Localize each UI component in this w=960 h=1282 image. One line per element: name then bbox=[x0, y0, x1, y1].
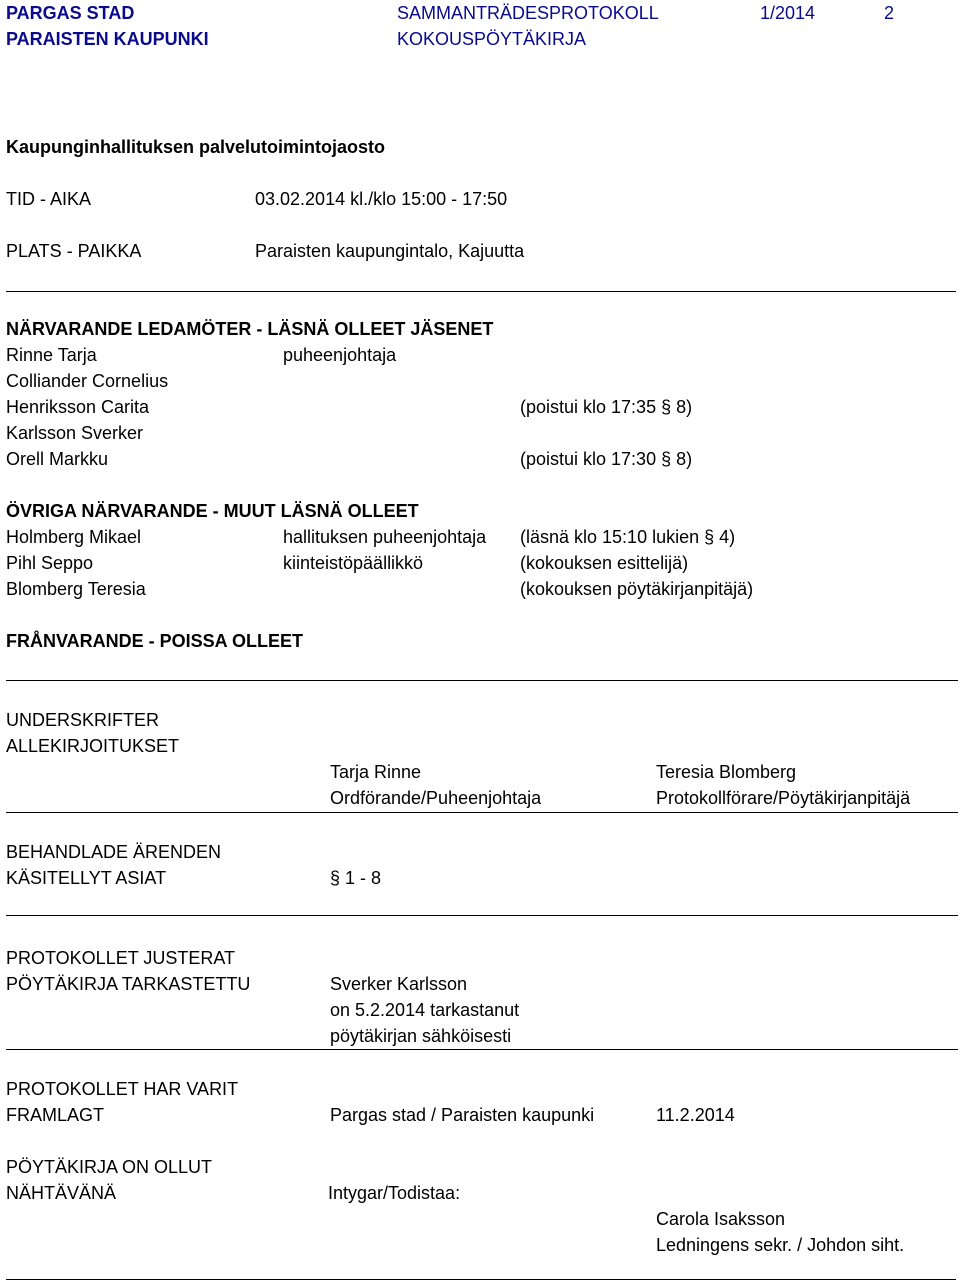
signatures-label-fi: ALLEKIRJOITUKSET bbox=[6, 736, 180, 756]
secretary-name: Teresia Blomberg bbox=[656, 762, 797, 782]
checker-name: Sverker Karlsson bbox=[330, 974, 468, 994]
secretary-title: Protokollförare/Pöytäkirjanpitäjä bbox=[656, 788, 911, 808]
member-note: (poistui klo 17:30 § 8) bbox=[520, 449, 693, 469]
doc-type-sv: SAMMANTRÄDESPROTOKOLL bbox=[397, 3, 659, 23]
matters-label-sv: BEHANDLADE ÄRENDEN bbox=[6, 842, 222, 862]
org-name-fi: PARAISTEN KAUPUNKI bbox=[6, 29, 209, 49]
divider bbox=[6, 1279, 956, 1280]
page-number: 2 bbox=[884, 3, 895, 23]
presented-place: Pargas stad / Paraisten kaupunki bbox=[330, 1105, 595, 1125]
divider bbox=[6, 1049, 958, 1050]
other-note: (läsnä klo 15:10 lukien § 4) bbox=[520, 527, 736, 547]
checked-label-fi: PÖYTÄKIRJA TARKASTETTU bbox=[6, 974, 251, 994]
doc-type-fi: KOKOUSPÖYTÄKIRJA bbox=[397, 29, 587, 49]
checked-method: pöytäkirjan sähköisesti bbox=[330, 1026, 512, 1046]
member-name: Orell Markku bbox=[6, 449, 109, 469]
place-label: PLATS - PAIKKA bbox=[6, 241, 142, 261]
divider bbox=[6, 812, 958, 813]
time-value: 03.02.2014 kl./klo 15:00 - 17:50 bbox=[255, 189, 508, 209]
member-name: Karlsson Sverker bbox=[6, 423, 144, 443]
member-name: Henriksson Carita bbox=[6, 397, 150, 417]
presented-label-fi: FRAMLAGT bbox=[6, 1105, 105, 1125]
members-title: NÄRVARANDE LEDAMÖTER - LÄSNÄ OLLEET JÄSENET bbox=[6, 319, 494, 339]
other-name: Blomberg Teresia bbox=[6, 579, 146, 599]
displayed-label-fi: NÄHTÄVÄNÄ bbox=[6, 1183, 117, 1203]
member-name: Colliander Cornelius bbox=[6, 371, 169, 391]
other-role: kiinteistöpäällikkö bbox=[283, 553, 424, 573]
other-note: (kokouksen esittelijä) bbox=[520, 553, 689, 573]
other-name: Pihl Seppo bbox=[6, 553, 94, 573]
other-role: hallituksen puheenjohtaja bbox=[283, 527, 487, 547]
presented-date: 11.2.2014 bbox=[656, 1105, 735, 1125]
other-note: (kokouksen pöytäkirjanpitäjä) bbox=[520, 579, 754, 599]
matters-label-fi: KÄSITELLYT ASIAT bbox=[6, 868, 167, 888]
committee-name: Kaupunginhallituksen palvelutoimintojaosto bbox=[6, 137, 386, 157]
absent-title: FRÅNVARANDE - POISSA OLLEET bbox=[6, 631, 304, 651]
protocol-number: 1/2014 bbox=[760, 3, 816, 23]
divider bbox=[6, 915, 958, 916]
chair-title: Ordförande/Puheenjohtaja bbox=[330, 788, 542, 808]
checked-date: on 5.2.2014 tarkastanut bbox=[330, 1000, 520, 1020]
others-title: ÖVRIGA NÄRVARANDE - MUUT LÄSNÄ OLLEET bbox=[6, 501, 419, 521]
chair-name: Tarja Rinne bbox=[330, 762, 422, 782]
matters-value: § 1 - 8 bbox=[330, 868, 382, 888]
member-name: Rinne Tarja bbox=[6, 345, 97, 365]
presented-label-sv: PROTOKOLLET HAR VARIT bbox=[6, 1079, 239, 1099]
other-name: Holmberg Mikael bbox=[6, 527, 142, 547]
signer-name: Carola Isaksson bbox=[656, 1209, 786, 1229]
certify-label: Intygar/Todistaa: bbox=[328, 1183, 461, 1203]
signatures-label-sv: UNDERSKRIFTER bbox=[6, 710, 160, 730]
displayed-label-sv: PÖYTÄKIRJA ON OLLUT bbox=[6, 1157, 213, 1177]
signer-title: Ledningens sekr. / Johdon siht. bbox=[656, 1235, 905, 1255]
divider bbox=[6, 680, 958, 681]
place-value: Paraisten kaupungintalo, Kajuutta bbox=[255, 241, 525, 261]
member-note: (poistui klo 17:35 § 8) bbox=[520, 397, 693, 417]
member-role: puheenjohtaja bbox=[283, 345, 397, 365]
checked-label-sv: PROTOKOLLET JUSTERAT bbox=[6, 948, 236, 968]
time-label: TID - AIKA bbox=[6, 189, 92, 209]
org-name-sv: PARGAS STAD bbox=[6, 3, 135, 23]
divider bbox=[6, 291, 956, 292]
